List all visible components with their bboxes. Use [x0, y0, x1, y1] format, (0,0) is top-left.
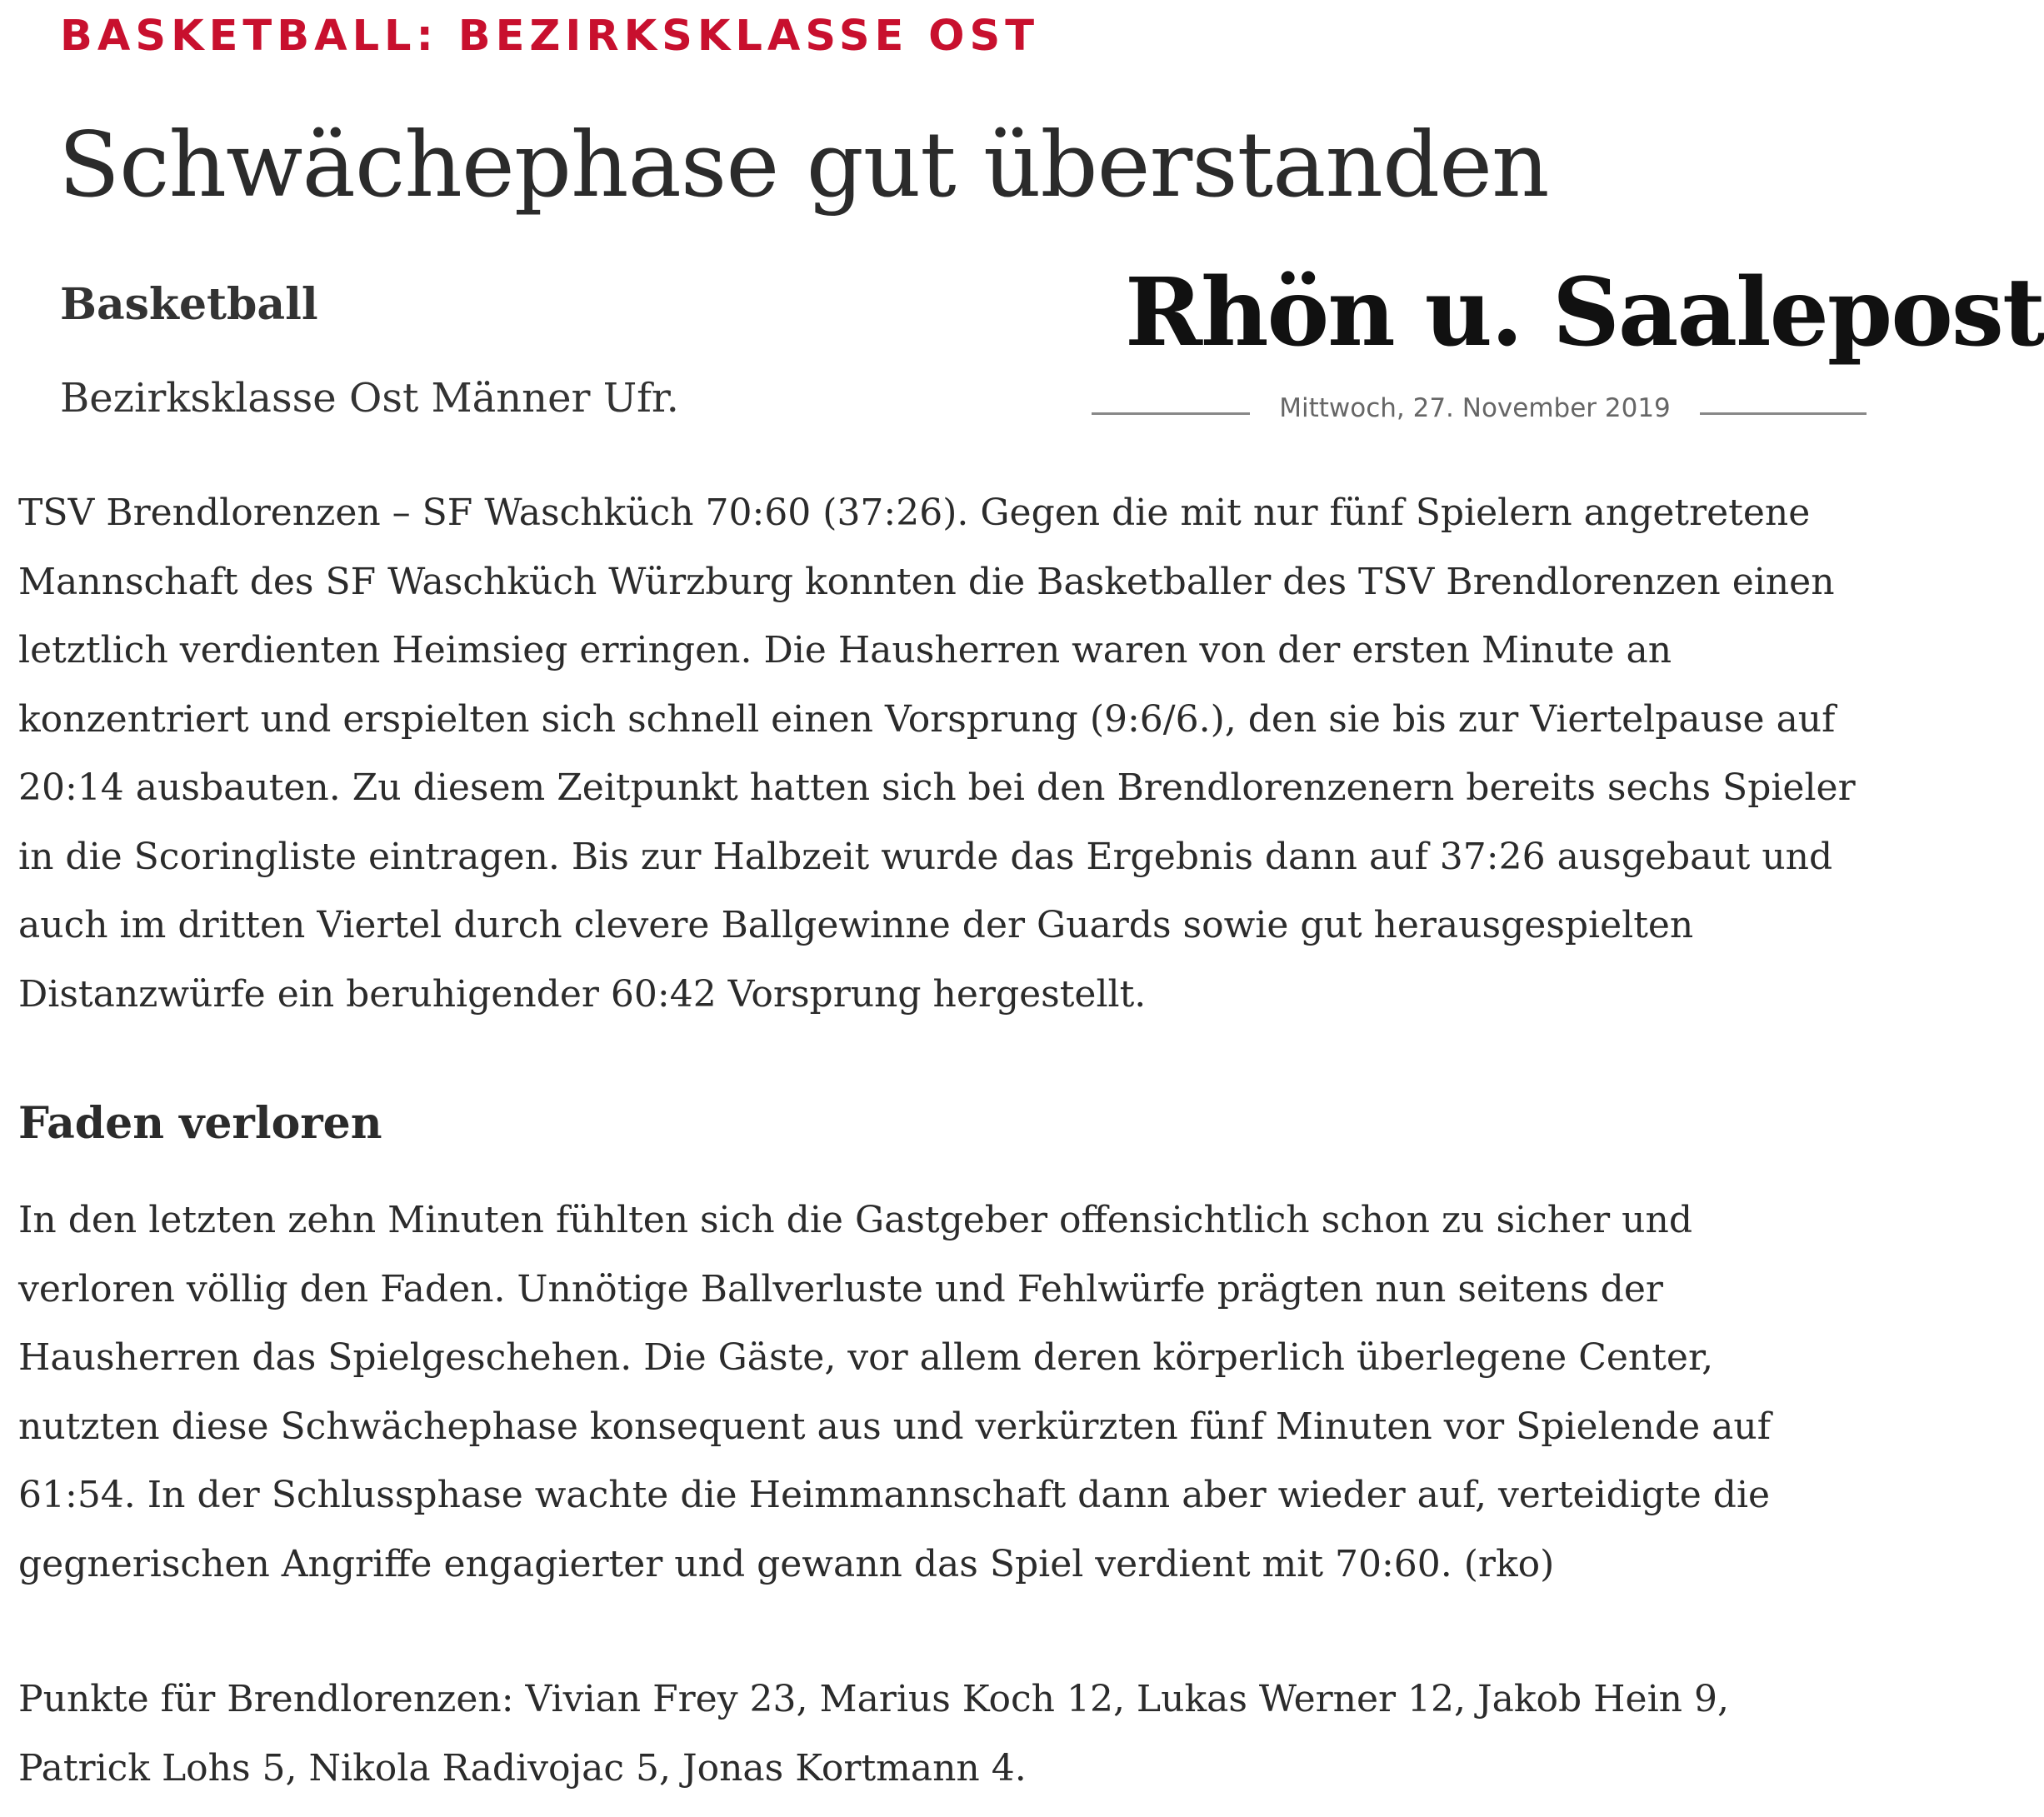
article-headline: Schwächephase gut überstanden: [58, 113, 1549, 217]
league-label: Bezirksklasse Ost Männer Ufr.: [60, 375, 679, 422]
article-paragraph-1: TSV Brendlorenzen – SF Waschküch 70:60 (37:26). Gegen die mit nur fünf Spielern angetretene Mannschaft des SF Waschküch Würzburg konnten die Basketballer des TSV Brendlorenzen einen letztlich verdienten Heimsieg erringen. Die Hausherren waren von der ersten Minute an konzentriert und erspielten sich schnell einen Vorsprung (9:6/6.), den sie bis zur Viertelpause auf 20:14 ausbauten. Zu diesem Zeitpunkt hatten sich bei den Brendlorenzenern bereits sechs Spieler in die Scoringliste eintragen. Bis zur Halbzeit wurde das Ergebnis dann auf 37:26 ausgebaut und auch im dritten Viertel durch clevere Ballgewinne der Guards sowie gut herausgespielten Distanzwürfe ein beruhigender 60:42 Vorsprung hergestellt.: [18, 492, 1856, 1016]
masthead-divider-left: [1092, 412, 1250, 415]
newspaper-masthead: [1092, 258, 2044, 442]
article-kicker: BASKETBALL: BEZIRKSKLASSE OST: [60, 12, 1040, 61]
masthead-divider-right: [1700, 412, 1867, 415]
article-subheading: Faden verloren: [18, 1098, 382, 1149]
newspaper-logo: Rhön u. Saalepost: [1125, 258, 2044, 367]
sport-label: Basketball: [60, 279, 318, 330]
article-paragraph-2: In den letzten zehn Minuten fühlten sich die Gastgeber offensichtlich schon zu sicher und verloren völlig den Faden. Unnötige Ballverluste und Fehlwürfe prägten nun seitens der Hausherren das Spielgeschehen. Die Gäste, vor allem deren körperlich überlegene Center, nutzten diese Schwächephase konsequent aus und verkürzten fünf Minuten vor Spielende auf 61:54. In der Schlussphase wachte die Heimmannschaft dann aber wieder auf, verteidigte die gegnerischen Angriffe engagierter und gewann das Spiel verdient mit 70:60. (rko): [18, 1199, 1772, 1585]
publication-date: Mittwoch, 27. November 2019: [1279, 393, 1671, 423]
article-paragraph-3: Punkte für Brendlorenzen: Vivian Frey 23, Marius Koch 12, Lukas Werner 12, Jakob Hein 9, Patrick Lohs 5, Nikola Radivojac 5, Jonas Kortmann 4.: [18, 1678, 1729, 1790]
